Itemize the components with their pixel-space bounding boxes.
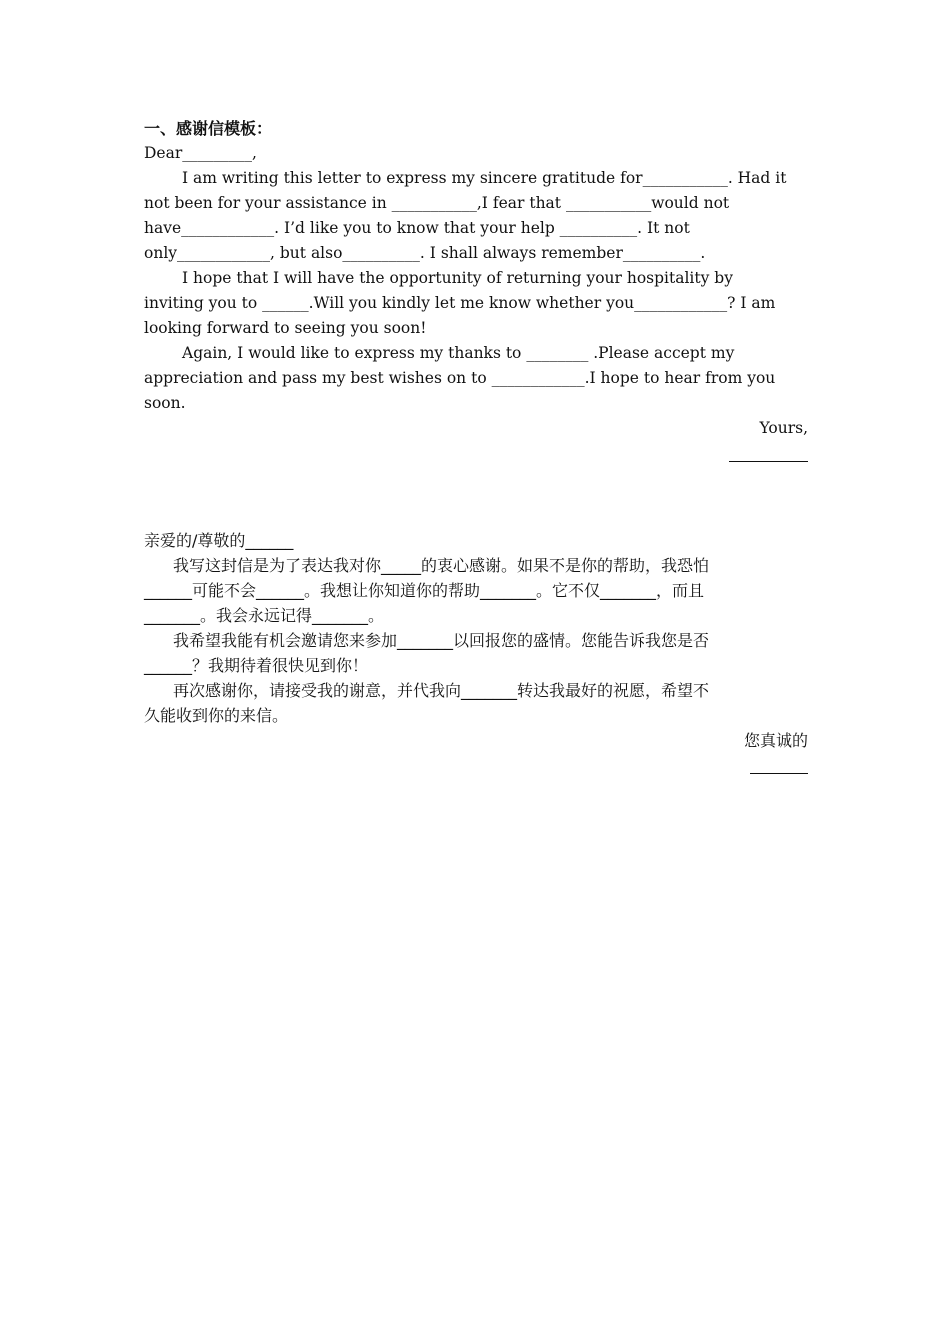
english-paragraph-2-line-1: I hope that I will have the opportunity of returning your hospitality by	[182, 269, 733, 287]
chinese-signature-blank	[750, 773, 808, 774]
english-paragraph-1-line-2: not been for your assistance in ___________,I fear that ___________would not	[144, 194, 730, 212]
english-closing: Yours,	[759, 419, 808, 437]
chinese-salutation: 亲爱的/尊敬的______	[144, 531, 294, 550]
english-paragraph-1-line-4: only____________, but also__________. I shall always remember__________.	[144, 244, 706, 262]
chinese-paragraph-2-line-2: ______？我期待着很快见到你！	[144, 656, 369, 675]
english-letter	[144, 141, 808, 466]
english-paragraph-1-line-3: have____________. I’d like you to know that your help __________. It not	[144, 219, 690, 237]
english-paragraph-2-line-3: looking forward to seeing you soon!	[144, 319, 427, 337]
chinese-letter	[144, 528, 808, 778]
chinese-paragraph-2-line-1: 我希望我能有机会邀请您来参加_______以回报您的盛情。您能告诉我您是否	[173, 631, 710, 650]
section-heading: 一、感谢信模板：	[144, 119, 273, 138]
letter-template-page	[144, 116, 808, 778]
chinese-paragraph-1-line-1: 我写这封信是为了表达我对你_____的衷心感谢。如果不是你的帮助，我恐怕	[173, 556, 710, 575]
english-paragraph-2-line-2: inviting you to ______.Will you kindly let me know whether you____________? I am	[144, 294, 776, 312]
chinese-paragraph-3-line-1: 再次感谢你，请接受我的谢意，并代我向_______转达我最好的祝愿，希望不	[173, 681, 710, 700]
section-spacer	[144, 466, 808, 528]
english-paragraph-3-line-3: soon.	[144, 394, 186, 412]
chinese-signature-line	[144, 753, 808, 778]
chinese-paragraph-1-line-2: ______可能不会______。我想让你知道你的帮助_______。它不仅_______，而且	[144, 581, 705, 600]
chinese-closing: 您真诚的	[743, 731, 808, 750]
english-paragraph-1-line-1: I am writing this letter to express my sincere gratitude for___________. Had it	[182, 169, 787, 187]
chinese-paragraph-1-line-3: _______。我会永远记得_______。	[144, 606, 385, 625]
english-salutation: Dear_________,	[144, 144, 257, 162]
english-paragraph-3-line-1: Again, I would like to express my thanks to ________ .Please accept my	[182, 344, 735, 362]
english-signature-line	[144, 441, 808, 466]
english-signature-blank	[729, 461, 808, 462]
chinese-paragraph-3-line-2: 久能收到你的来信。	[144, 706, 289, 725]
english-paragraph-3-line-2: appreciation and pass my best wishes on to ____________.I hope to hear from you	[144, 369, 776, 387]
